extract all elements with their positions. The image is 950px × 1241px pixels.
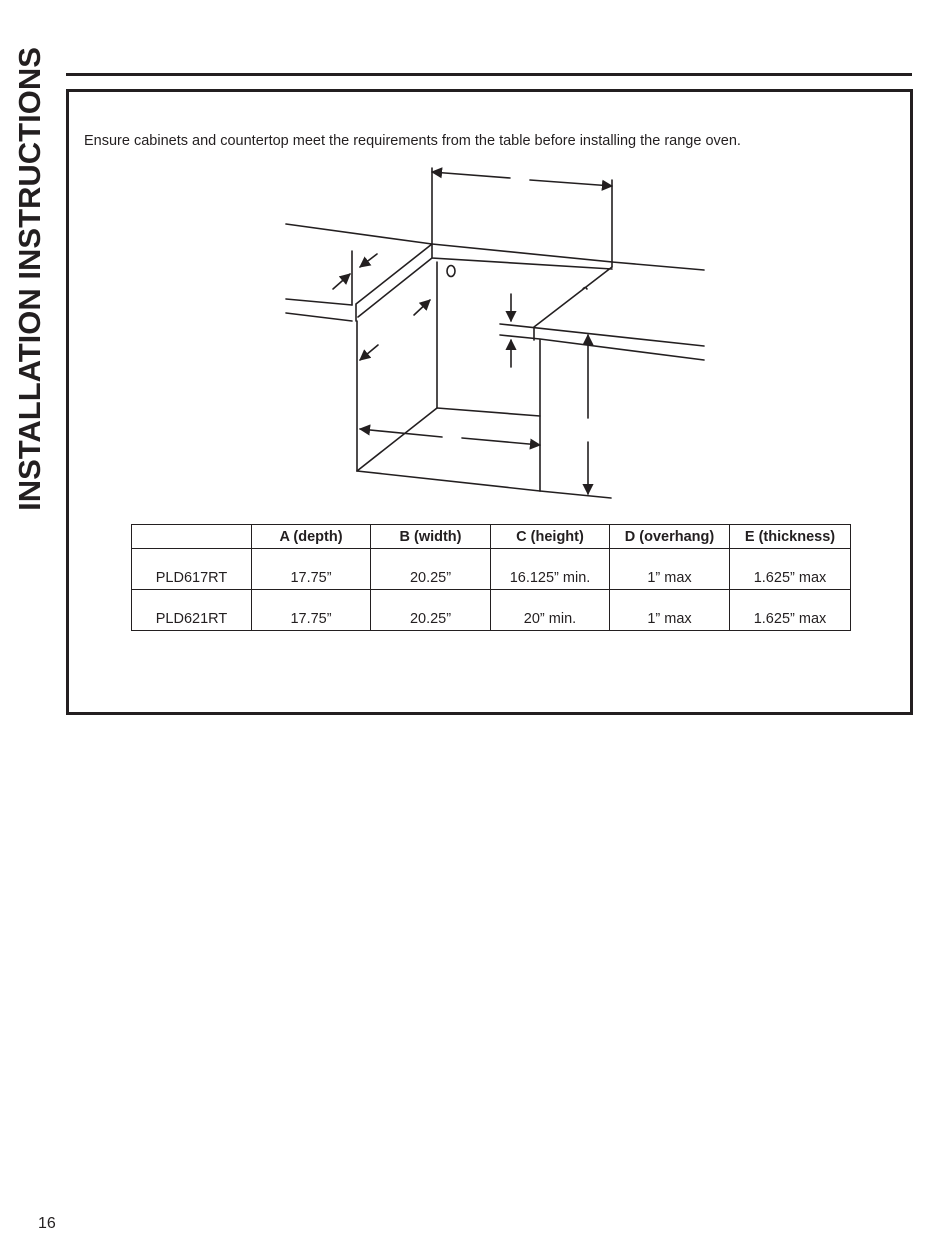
requirements-table <box>131 524 851 631</box>
countertop-front-edge-left <box>286 299 352 305</box>
table-cell: 1.625” max <box>730 549 851 590</box>
cabinet-bottom-front-edge <box>357 471 540 491</box>
table-header-cell: C (height) <box>491 525 610 549</box>
table-row <box>132 549 851 590</box>
table-cell-model: PLD621RT <box>132 590 252 631</box>
countertop-back-edge-right <box>612 262 704 270</box>
table-cell: 16.125” min. <box>491 549 610 590</box>
table-header-cell <box>132 525 252 549</box>
countertop-bottom-edge-right <box>500 335 704 360</box>
cabinet-floor-diagonal <box>357 408 437 471</box>
width-dimension-arrow-left <box>432 172 510 178</box>
table-cell-model: PLD617RT <box>132 549 252 590</box>
table-cell: 20.25” <box>371 549 491 590</box>
table-header-cell: A (depth) <box>252 525 371 549</box>
thickness-arrow-top <box>360 254 377 267</box>
countertop-front-edge-right <box>500 324 704 346</box>
depth-arrow-bottom <box>360 345 378 360</box>
cabinet-width-arrow-right <box>462 438 540 445</box>
height-extension-bottom <box>540 491 611 498</box>
cabinet-back-bottom <box>437 408 540 416</box>
table-cell: 17.75” <box>252 590 371 631</box>
table-cell: 1” max <box>610 549 730 590</box>
thickness-arrow-bottom <box>333 274 350 289</box>
table-cell: 20.25” <box>371 590 491 631</box>
screw-hole-left <box>447 266 455 277</box>
intro-text: Ensure cabinets and countertop meet the requirements from the table before installing the range oven. <box>84 133 741 149</box>
countertop-back-edge-left <box>286 224 432 244</box>
table-cell: 1” max <box>610 590 730 631</box>
countertop-bottom-edge-left <box>286 313 352 321</box>
table-header-cell: B (width) <box>371 525 491 549</box>
table-header-cell: D (overhang) <box>610 525 730 549</box>
table-cell: 17.75” <box>252 549 371 590</box>
table-header-cell: E (thickness) <box>730 525 851 549</box>
table-header-row <box>132 525 851 549</box>
cutout-back-rim-inner <box>432 244 612 269</box>
table-cell: 20” min. <box>491 590 610 631</box>
width-dimension-arrow-right <box>530 180 612 186</box>
side-section-title-text: INSTALLATION INSTRUCTIONS <box>12 47 47 511</box>
page-number: 16 <box>38 1215 56 1232</box>
table-cell: 1.625” max <box>730 590 851 631</box>
depth-arrow-top <box>414 300 430 315</box>
table-row <box>132 590 851 631</box>
